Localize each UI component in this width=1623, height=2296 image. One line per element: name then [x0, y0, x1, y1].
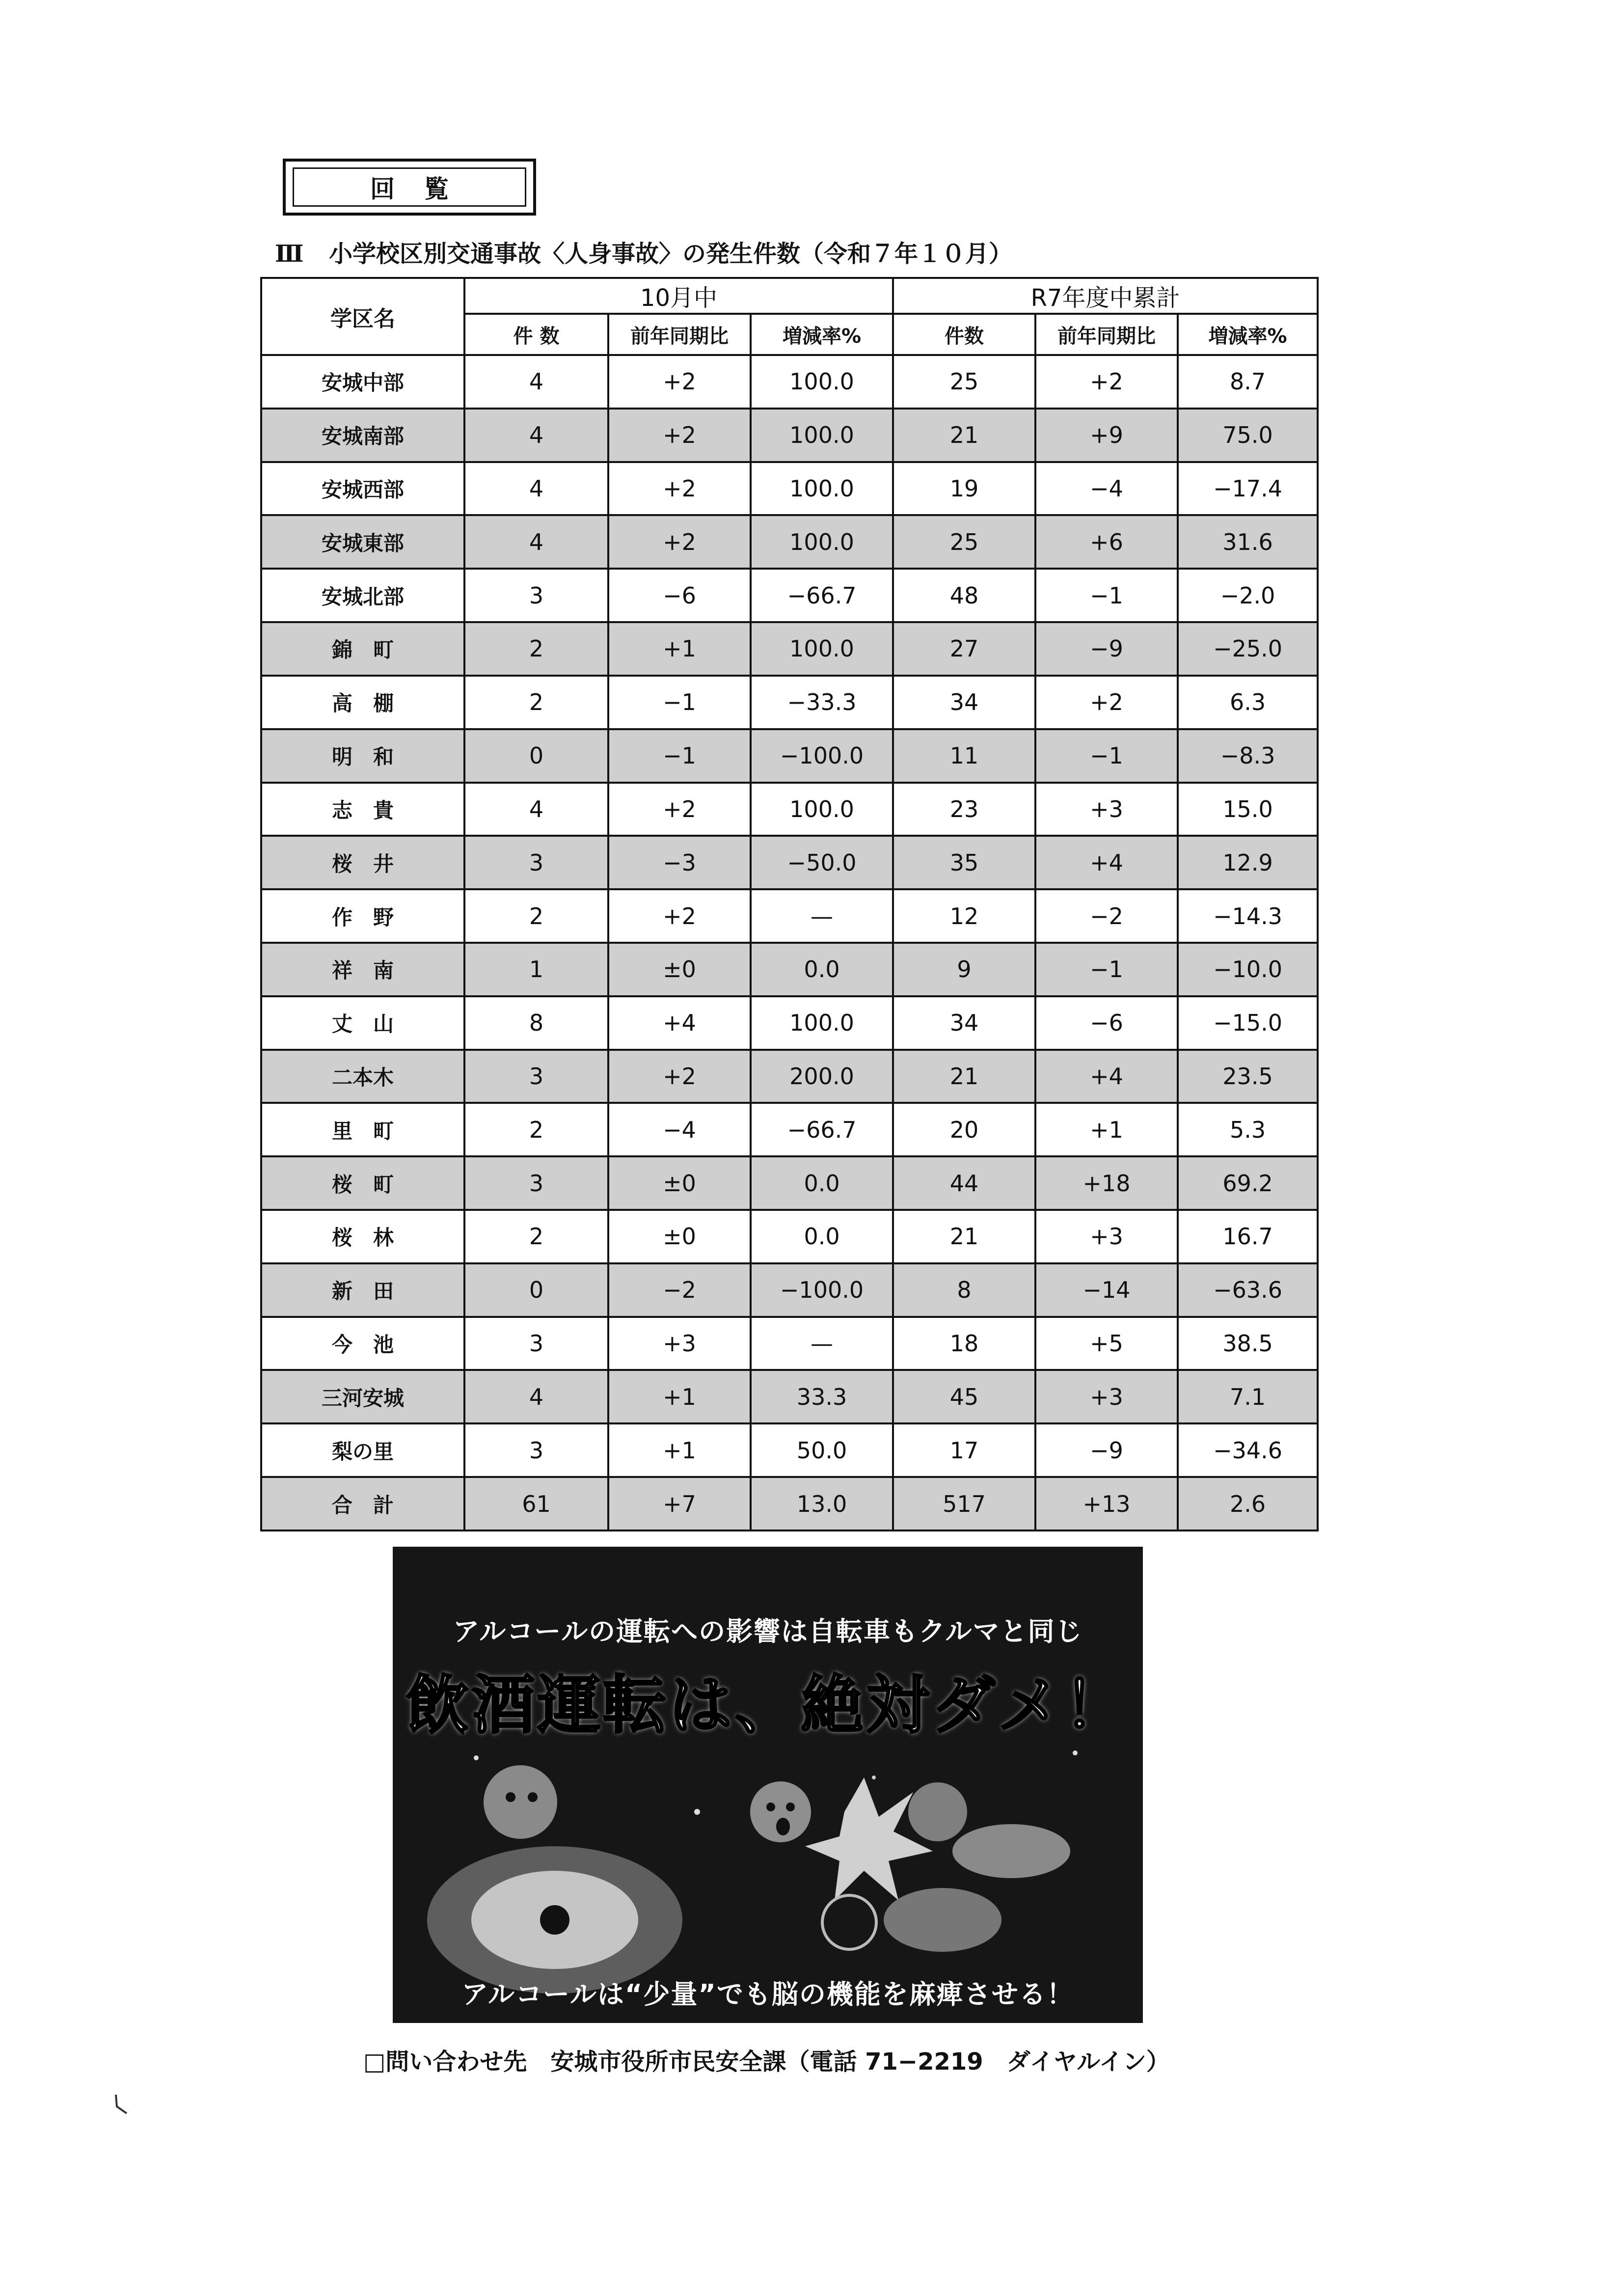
- table-row: [261, 1050, 1318, 1103]
- table-cell: +4: [1035, 836, 1178, 889]
- district-name: 安城北部: [261, 569, 464, 622]
- table-cell: +2: [608, 515, 751, 569]
- table-cell: −50.0: [751, 836, 893, 889]
- table-row: [261, 622, 1318, 676]
- table-cell: 34: [893, 676, 1035, 729]
- section-number: Ⅲ: [275, 240, 304, 268]
- table-cell: −6: [1035, 996, 1178, 1050]
- table-cell: 16.7: [1178, 1210, 1318, 1263]
- table-cell: 3: [464, 1156, 608, 1210]
- table-cell: 100.0: [751, 409, 893, 462]
- district-name: 安城西部: [261, 462, 464, 516]
- table-cell: 15.0: [1178, 783, 1318, 836]
- table-cell: −8.3: [1178, 729, 1318, 783]
- district-name: 志 貴: [261, 783, 464, 836]
- table-cell: +2: [1035, 676, 1178, 729]
- table-row: [261, 676, 1318, 729]
- table-cell: 0.0: [751, 1156, 893, 1210]
- table-body: [261, 355, 1318, 1531]
- sub-header: 前年同期比: [1035, 314, 1178, 355]
- sub-header: 増減率%: [751, 314, 893, 355]
- table-cell: 2: [464, 676, 608, 729]
- district-name: 桜 林: [261, 1210, 464, 1263]
- table-row: [261, 1103, 1318, 1156]
- table-cell: −1: [608, 729, 751, 783]
- table-cell: −2: [608, 1263, 751, 1317]
- table-row: [261, 569, 1318, 622]
- district-name: 今 池: [261, 1317, 464, 1370]
- poster-top-text: アルコールの運転への影響は自転車もクルマと同じ: [453, 1616, 1083, 1647]
- table-cell: +1: [608, 1423, 751, 1477]
- table-cell: −6: [608, 569, 751, 622]
- table-cell: −17.4: [1178, 462, 1318, 516]
- table-cell: 4: [464, 783, 608, 836]
- october-group-header: 10月中: [464, 278, 893, 314]
- district-name-header: 学区名: [261, 278, 464, 355]
- table-cell: +4: [608, 996, 751, 1050]
- table-row: [261, 1423, 1318, 1477]
- table-row: [261, 1210, 1318, 1263]
- table-cell: 4: [464, 409, 608, 462]
- table-cell: 2: [464, 1103, 608, 1156]
- table-row: [261, 1156, 1318, 1210]
- district-name: 三河安城: [261, 1370, 464, 1423]
- table-cell: 21: [893, 409, 1035, 462]
- district-name: 安城南部: [261, 409, 464, 462]
- table-cell: 4: [464, 355, 608, 409]
- table-cell: 0.0: [751, 1210, 893, 1263]
- district-name: 桜 町: [261, 1156, 464, 1210]
- table-row: [261, 943, 1318, 996]
- table-cell: +7: [608, 1477, 751, 1531]
- table-cell: +6: [1035, 515, 1178, 569]
- table-cell: 25: [893, 515, 1035, 569]
- table-row: [261, 836, 1318, 889]
- district-name: 錦 町: [261, 622, 464, 676]
- section-heading: [275, 235, 1012, 269]
- table-cell: ±0: [608, 1156, 751, 1210]
- table-row: [261, 783, 1318, 836]
- table-row: [261, 889, 1318, 943]
- table-cell: −66.7: [751, 569, 893, 622]
- district-name: 里 町: [261, 1103, 464, 1156]
- table-cell: +2: [608, 462, 751, 516]
- table-cell: 100.0: [751, 622, 893, 676]
- table-cell: −9: [1035, 1423, 1178, 1477]
- district-name: 明 和: [261, 729, 464, 783]
- table-cell: 35: [893, 836, 1035, 889]
- table-cell: −4: [1035, 462, 1178, 516]
- table-row: [261, 729, 1318, 783]
- table-cell: 0: [464, 729, 608, 783]
- table-cell: 3: [464, 836, 608, 889]
- table-cell: −1: [1035, 943, 1178, 996]
- table-cell: −1: [1035, 569, 1178, 622]
- table-cell: 4: [464, 462, 608, 516]
- table-cell: +1: [608, 1370, 751, 1423]
- table-cell: 17: [893, 1423, 1035, 1477]
- table-cell: 100.0: [751, 996, 893, 1050]
- table-cell: 31.6: [1178, 515, 1318, 569]
- table-cell: +3: [1035, 1210, 1178, 1263]
- poster-bottom-text: アルコールは“少量”でも脳の機能を麻痺させる！: [461, 1979, 1074, 2010]
- table-cell: 2: [464, 1210, 608, 1263]
- table-row: [261, 355, 1318, 409]
- table-row: [261, 996, 1318, 1050]
- table-cell: 33.3: [751, 1370, 893, 1423]
- cumulative-group-header: R7年度中累計: [893, 278, 1318, 314]
- table-cell: 4: [464, 515, 608, 569]
- table-cell: −1: [1035, 729, 1178, 783]
- sub-header: 増減率%: [1178, 314, 1318, 355]
- table-cell: 8: [464, 996, 608, 1050]
- table-cell: 3: [464, 1050, 608, 1103]
- table-cell: −100.0: [751, 729, 893, 783]
- table-cell: −14.3: [1178, 889, 1318, 943]
- table-cell: 23: [893, 783, 1035, 836]
- table-cell: −34.6: [1178, 1423, 1318, 1477]
- table-cell: 3: [464, 569, 608, 622]
- district-name: 高 棚: [261, 676, 464, 729]
- table-cell: −33.3: [751, 676, 893, 729]
- table-cell: 100.0: [751, 515, 893, 569]
- table-cell: 2.6: [1178, 1477, 1318, 1531]
- table-cell: −2: [1035, 889, 1178, 943]
- table-cell: 2: [464, 622, 608, 676]
- table-cell: 50.0: [751, 1423, 893, 1477]
- table-cell: 69.2: [1178, 1156, 1318, 1210]
- table-cell: +4: [1035, 1050, 1178, 1103]
- table-cell: +2: [1035, 355, 1178, 409]
- table-cell: +9: [1035, 409, 1178, 462]
- district-name: 二本木: [261, 1050, 464, 1103]
- table-cell: +2: [608, 783, 751, 836]
- table-row: [261, 1477, 1318, 1531]
- table-cell: 11: [893, 729, 1035, 783]
- table-cell: 8: [893, 1263, 1035, 1317]
- table-cell: −14: [1035, 1263, 1178, 1317]
- table-cell: 6.3: [1178, 676, 1318, 729]
- table-cell: +3: [1035, 783, 1178, 836]
- table-cell: 75.0: [1178, 409, 1318, 462]
- table-cell: −9: [1035, 622, 1178, 676]
- sub-header: 件 数: [464, 314, 608, 355]
- district-name: 安城中部: [261, 355, 464, 409]
- table-cell: 0: [464, 1263, 608, 1317]
- table-cell: 18: [893, 1317, 1035, 1370]
- table-row: [261, 515, 1318, 569]
- district-name: 作 野: [261, 889, 464, 943]
- table-cell: 27: [893, 622, 1035, 676]
- district-name: 安城東部: [261, 515, 464, 569]
- table-cell: 19: [893, 462, 1035, 516]
- table-cell: 44: [893, 1156, 1035, 1210]
- table-cell: +13: [1035, 1477, 1178, 1531]
- table-cell: +2: [608, 1050, 751, 1103]
- table-cell: 1: [464, 943, 608, 996]
- table-cell: −3: [608, 836, 751, 889]
- stamp-label: 回覧: [293, 167, 526, 207]
- table-cell: 48: [893, 569, 1035, 622]
- table-cell: 61: [464, 1477, 608, 1531]
- table-cell: −4: [608, 1103, 751, 1156]
- accident-table: [260, 277, 1319, 1531]
- contact-info: □問い合わせ先 安城市役所市民安全課（電話 71−2219 ダイヤルイン）: [363, 2048, 1170, 2076]
- table-cell: +3: [1035, 1370, 1178, 1423]
- table-cell: 2: [464, 889, 608, 943]
- district-name: 丈 山: [261, 996, 464, 1050]
- poster-main-text: 飲酒運転は、絶対ダメ！: [406, 1669, 1130, 1742]
- table-cell: 23.5: [1178, 1050, 1318, 1103]
- table-cell: 38.5: [1178, 1317, 1318, 1370]
- table-cell: 5.3: [1178, 1103, 1318, 1156]
- table-cell: −1: [608, 676, 751, 729]
- sub-header: 件数: [893, 314, 1035, 355]
- table-cell: +2: [608, 409, 751, 462]
- district-name: 桜 井: [261, 836, 464, 889]
- table-cell: +1: [608, 622, 751, 676]
- table-cell: 517: [893, 1477, 1035, 1531]
- table-cell: 20: [893, 1103, 1035, 1156]
- table-cell: 13.0: [751, 1477, 893, 1531]
- table-cell: 25: [893, 355, 1035, 409]
- table-cell: +2: [608, 889, 751, 943]
- district-name: 新 田: [261, 1263, 464, 1317]
- section-title: 小学校区別交通事故〈人身事故〉の発生件数（令和７年１０月）: [329, 240, 1013, 268]
- table-row: [261, 1370, 1318, 1423]
- table-cell: −100.0: [751, 1263, 893, 1317]
- district-name: 梨の里: [261, 1423, 464, 1477]
- table-cell: ±0: [608, 1210, 751, 1263]
- table-cell: 200.0: [751, 1050, 893, 1103]
- sub-header: 前年同期比: [608, 314, 751, 355]
- table-cell: −66.7: [751, 1103, 893, 1156]
- table-row: [261, 1263, 1318, 1317]
- table-cell: +1: [1035, 1103, 1178, 1156]
- table-cell: —: [751, 889, 893, 943]
- table-cell: 100.0: [751, 783, 893, 836]
- table-row: [261, 409, 1318, 462]
- table-row: [261, 462, 1318, 516]
- table-cell: 45: [893, 1370, 1035, 1423]
- table-cell: +2: [608, 355, 751, 409]
- table-cell: 21: [893, 1210, 1035, 1263]
- table-cell: −25.0: [1178, 622, 1318, 676]
- table-cell: +3: [608, 1317, 751, 1370]
- table-cell: 8.7: [1178, 355, 1318, 409]
- table-cell: ±0: [608, 943, 751, 996]
- table-cell: 3: [464, 1317, 608, 1370]
- table-row: [261, 1317, 1318, 1370]
- table-cell: 21: [893, 1050, 1035, 1103]
- table-cell: 34: [893, 996, 1035, 1050]
- table-cell: 4: [464, 1370, 608, 1423]
- table-cell: —: [751, 1317, 893, 1370]
- table-cell: −63.6: [1178, 1263, 1318, 1317]
- table-cell: −10.0: [1178, 943, 1318, 996]
- stray-mark: [112, 2092, 132, 2121]
- table-cell: +5: [1035, 1317, 1178, 1370]
- table-cell: −2.0: [1178, 569, 1318, 622]
- table-cell: +18: [1035, 1156, 1178, 1210]
- table-cell: 3: [464, 1423, 608, 1477]
- table-cell: −15.0: [1178, 996, 1318, 1050]
- table-cell: 100.0: [751, 355, 893, 409]
- drunk-driving-poster: [393, 1547, 1143, 2023]
- table-cell: 9: [893, 943, 1035, 996]
- table-cell: 12.9: [1178, 836, 1318, 889]
- district-name: 合 計: [261, 1477, 464, 1531]
- kairan-stamp: [283, 159, 536, 216]
- table-cell: 100.0: [751, 462, 893, 516]
- table-cell: 7.1: [1178, 1370, 1318, 1423]
- district-name: 祥 南: [261, 943, 464, 996]
- table-cell: 0.0: [751, 943, 893, 996]
- table-cell: 12: [893, 889, 1035, 943]
